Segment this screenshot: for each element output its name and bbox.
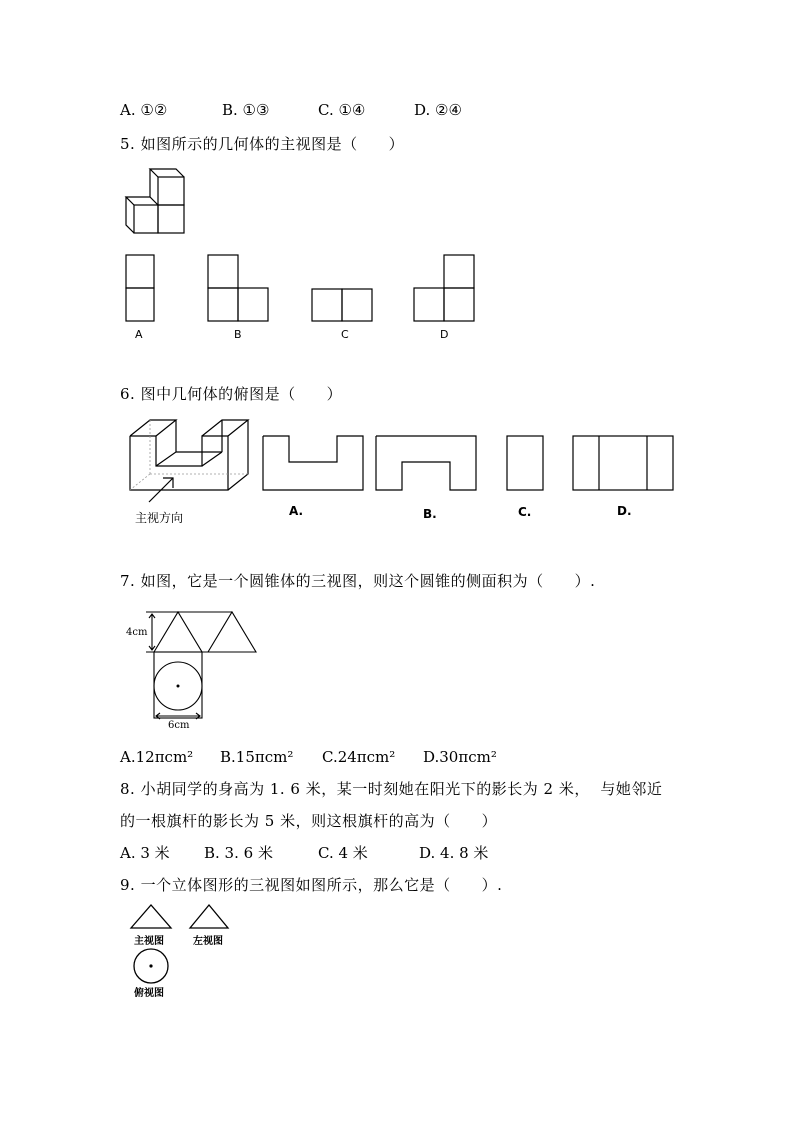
q5-label-c: C xyxy=(341,328,349,341)
q8-option-b: B. 3. 6 米 xyxy=(204,844,273,862)
q7-three-views-figure xyxy=(124,608,264,728)
q5-label-b: B xyxy=(234,328,242,341)
q7-height-label: 4cm xyxy=(126,627,148,638)
q7-option-c: C.24πcm² xyxy=(322,748,396,766)
q7-width-label: 6cm xyxy=(168,720,190,731)
q6-stem: 6. 图中几何体的俯图是（ ） xyxy=(120,385,343,403)
q6-option-c-figure xyxy=(506,435,544,491)
q6-option-a-figure xyxy=(262,435,364,491)
q5-option-b-figure xyxy=(207,254,269,322)
q4-option-d: D. ②④ xyxy=(414,101,462,119)
q6-option-d-figure xyxy=(572,435,674,491)
q4-option-b: B. ①③ xyxy=(222,101,270,119)
q6-label-c: C. xyxy=(518,505,532,519)
q5-option-a-figure xyxy=(125,254,155,322)
q8-option-a: A. 3 米 xyxy=(120,844,170,862)
q8-line-1: 8. 小胡同学的身高为 1. 6 米，某一时刻她在阳光下的影长为 2 米， 与她邻近 xyxy=(120,780,663,798)
q9-left-view-label: 左视图 xyxy=(193,936,223,947)
q4-option-a: A. ①② xyxy=(120,101,168,119)
q5-option-d-figure xyxy=(413,254,475,322)
q9-top-view-label: 俯视图 xyxy=(134,988,164,999)
q5-label-d: D xyxy=(440,328,449,341)
q7-option-b: B.15πcm² xyxy=(220,748,294,766)
q4-option-c: C. ①④ xyxy=(318,101,366,119)
q5-label-a: A xyxy=(135,328,143,341)
q6-direction-arrow xyxy=(145,472,185,506)
q6-label-a: A. xyxy=(289,504,304,518)
q9-three-views-figure xyxy=(128,902,238,992)
q5-solid-figure xyxy=(120,163,190,238)
q5-stem: 5. 如图所示的几何体的主视图是（ ） xyxy=(120,135,405,153)
q8-line-2: 的一根旗杆的影长为 5 米，则这根旗杆的高为（ ） xyxy=(120,812,498,830)
q6-option-b-figure xyxy=(375,435,477,491)
q7-stem: 7. 如图，它是一个圆锥体的三视图，则这个圆锥的侧面积为（ ）. xyxy=(120,572,596,590)
q8-option-d: D. 4. 8 米 xyxy=(419,844,489,862)
q9-front-view-label: 主视图 xyxy=(134,936,164,947)
q9-stem: 9. 一个立体图形的三视图如图所示，那么它是（ ）. xyxy=(120,876,503,894)
q6-direction-label: 主视方向 xyxy=(135,511,184,525)
q5-option-c-figure xyxy=(311,288,373,322)
q7-option-a: A.12πcm² xyxy=(120,748,194,766)
q6-label-b: B. xyxy=(423,507,437,521)
q6-label-d: D. xyxy=(617,504,632,518)
q7-option-d: D.30πcm² xyxy=(423,748,497,766)
q8-option-c: C. 4 米 xyxy=(318,844,368,862)
